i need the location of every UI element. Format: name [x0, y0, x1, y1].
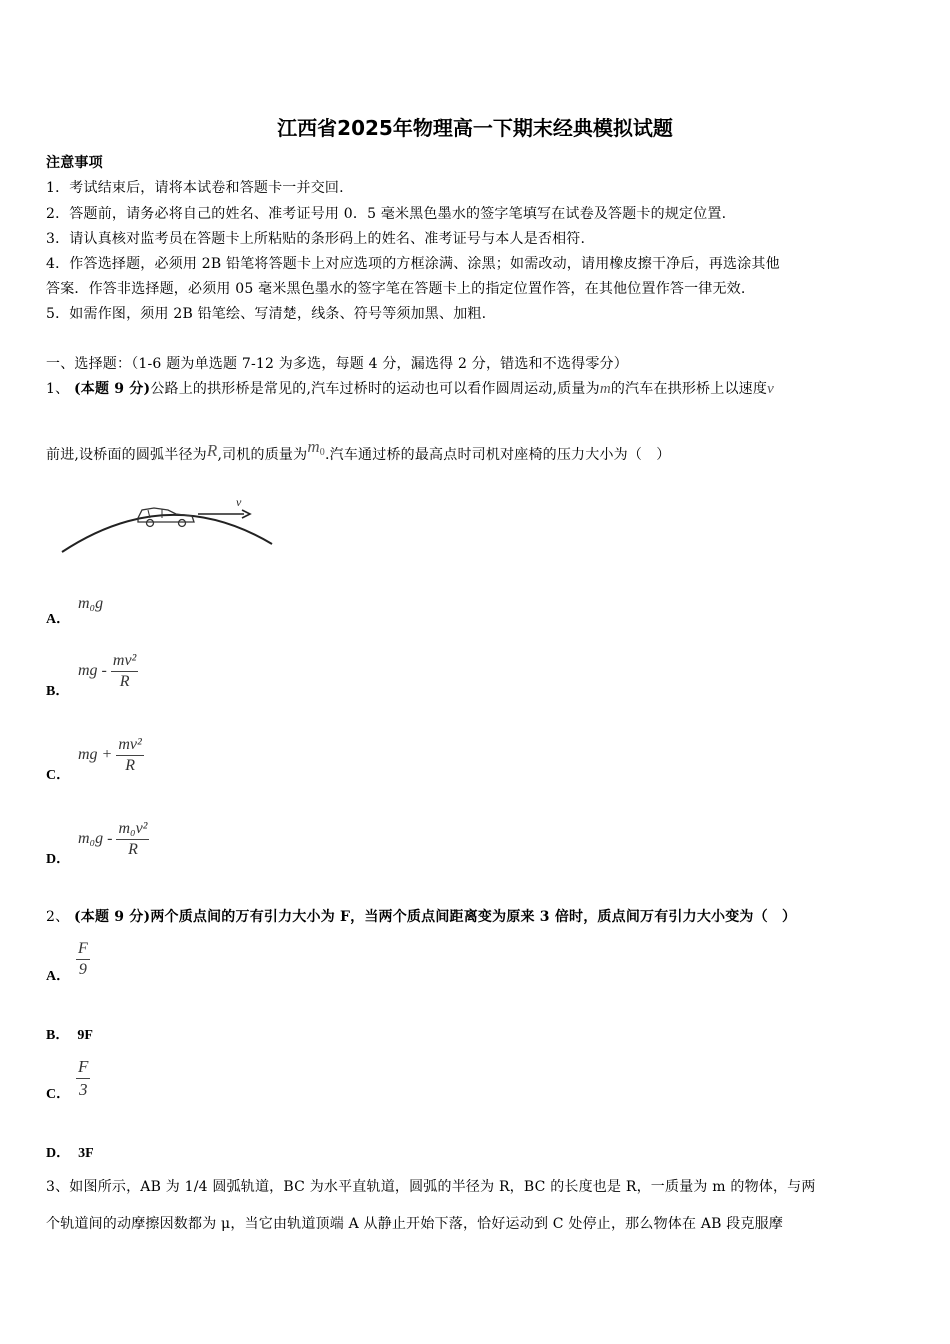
notice-item: 5．如需作图，须用 2B 铅笔绘、写清楚，线条、符号等须加黑、加粗. — [46, 306, 487, 322]
option-c-expression: $\frac{F}{3}$ — [78, 1057, 89, 1099]
question-3-line-2: 个轨道间的动摩擦因数都为 μ，当它由轨道顶端 A 从静止开始下落，恰好运动到 C 处停止，那么物体在 AB 段克服摩 — [46, 1216, 784, 1232]
question-text: .汽车通过桥的最高点时司机对座椅的压力大小为（ ） — [325, 447, 671, 463]
option-b-expression: mg - $\frac{\text{mv²}}{R}$ — [78, 652, 137, 690]
option-a-expression: $\frac{F}{9}$ — [78, 940, 88, 978]
section-heading: 一、选择题：（1-6 题为单选题 7-12 为多选，每题 4 分，漏选得 2 分，错选和不选得零分） — [46, 356, 628, 372]
question-points: (本题 9 分) — [73, 909, 151, 925]
question-2-text — [46, 906, 796, 926]
question-text: 的汽车在拱形桥上以速度 — [610, 381, 768, 397]
notice-item: 答案．作答非选择题，必须用 05 毫米黑色墨水的签字笔在答题卡上的指定位置作答，在其他位置作答一律无效. — [46, 281, 746, 297]
option-a-label: A． — [46, 969, 71, 984]
notice-item: 3．请认真核对监考员在答题卡上所粘贴的条形码上的姓名、准考证号与本人是否相符. — [46, 231, 586, 247]
question-number: 2、 — [46, 909, 70, 925]
bridge-figure — [58, 492, 278, 558]
option-c-label: C． — [46, 768, 71, 783]
option-a-expression: m₀g — [78, 595, 104, 612]
notice-heading: 注意事项 — [46, 155, 103, 171]
option-c-label: C． — [46, 1087, 71, 1102]
math-symbol-v: v — [767, 381, 774, 397]
question-text: 两个质点间的万有引力大小为 F，当两个质点间距离变为原来 3 倍时，质点间万有引力大小变为（ ） — [150, 909, 797, 925]
notice-item: 1．考试结束后，请将本试卷和答题卡一并交回. — [46, 180, 344, 196]
option-d-label: D． — [46, 852, 71, 867]
option-d-expression: m₀g - $\frac{\text{m₀v²}}{R}$ — [78, 820, 148, 858]
page-title: 江西省2025年物理高一下期末经典模拟试题 — [277, 116, 673, 140]
question-number: 1、 — [46, 381, 70, 397]
option-b-label: B． 9F — [46, 1028, 93, 1043]
question-points: (本题 9 分) — [73, 381, 151, 397]
question-text: ,司机的质量为 — [217, 447, 308, 463]
question-text: 前进,设桥面的圆弧半径为 — [46, 447, 207, 463]
option-b-value: 9F — [77, 1028, 93, 1043]
notice-item: 2．答题前，请务必将自己的姓名、准考证号用 0．5 毫米黑色墨水的签字笔填写在试卷及答题卡的规定位置. — [46, 206, 727, 222]
option-b-label: B． — [46, 684, 70, 699]
notice-item: 4．作答选择题，必须用 2B 铅笔将答题卡上对应选项的方框涂满、涂黑；如需改动，请用橡皮擦干净后，再选涂其他 — [46, 256, 780, 272]
question-text: 公路上的拱形桥是常见的,汽车过桥时的运动也可以看作圆周运动,质量为 — [150, 381, 600, 397]
math-symbol-m: m — [599, 381, 611, 397]
option-d-value: 3F — [78, 1146, 94, 1161]
velocity-label: v — [236, 495, 242, 509]
question-3-line-1: 3、如图所示，AB 为 1/4 圆弧轨道，BC 为水平直轨道，圆弧的半径为 R，BC 的长度也是 R，一质量为 m 的物体，与两 — [46, 1179, 816, 1195]
bridge-arc — [62, 515, 272, 552]
option-c-expression: mg + $\frac{\text{mv²}}{R}$ — [78, 736, 142, 774]
question-1-line-1 — [46, 378, 774, 398]
math-symbol-m0: $m_0$ — [307, 437, 325, 458]
option-d-label: D． 3F — [46, 1146, 94, 1161]
question-1-line-2 — [46, 437, 670, 464]
math-symbol-R: R — [206, 441, 218, 460]
option-a-label: A． — [46, 612, 71, 627]
